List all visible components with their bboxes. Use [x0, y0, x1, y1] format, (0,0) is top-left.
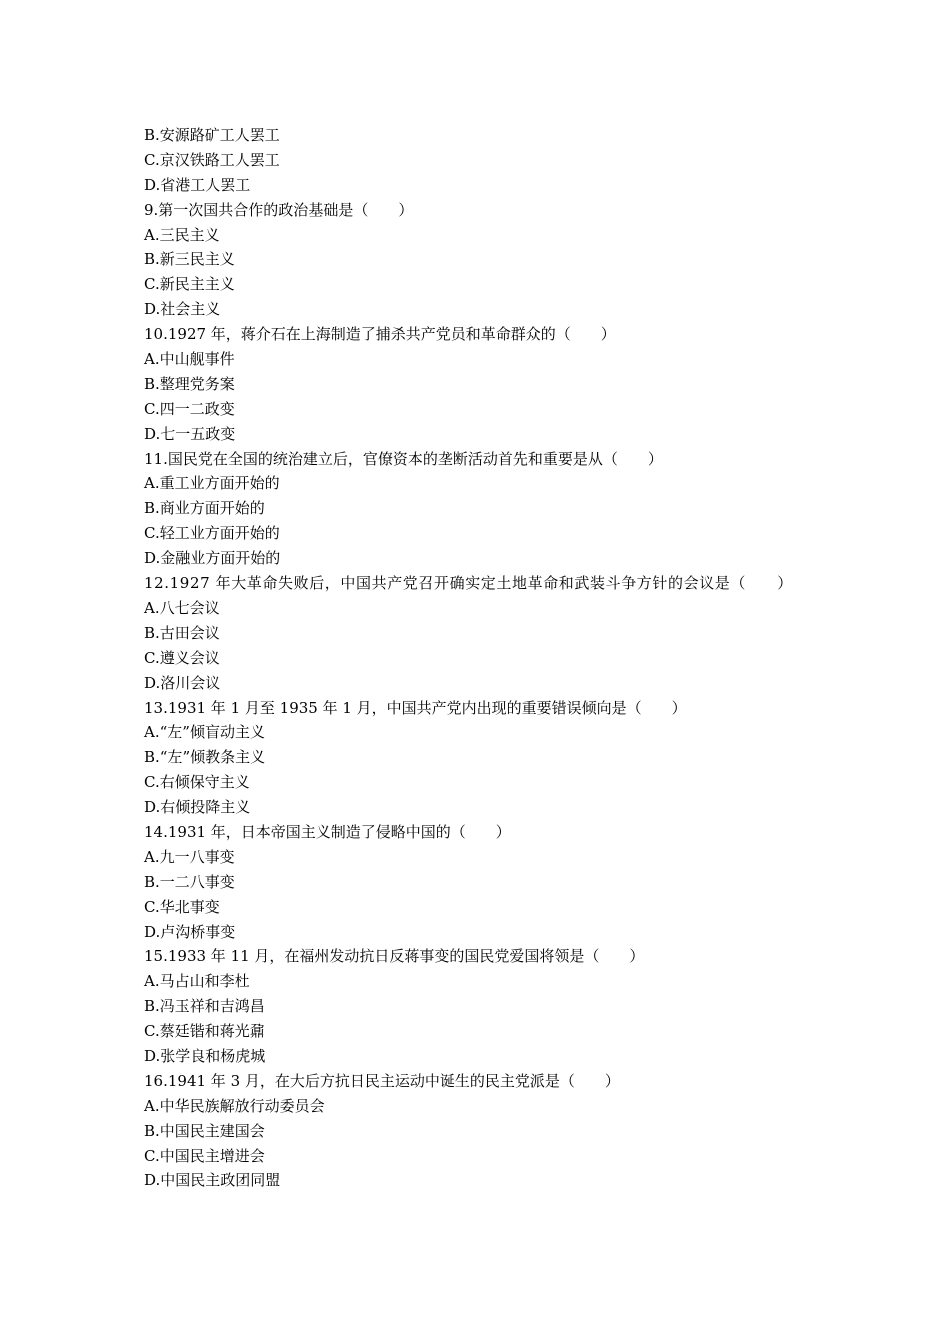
document-body [144, 123, 814, 1193]
option-line: C.四一二政变 [144, 399, 235, 418]
question-line: 11.国民党在全国的统治建立后，官僚资本的垄断活动首先和重要是从（ ） [144, 449, 663, 468]
option-line: A.三民主义 [144, 225, 220, 244]
option-line: C.中国民主增进会 [144, 1146, 265, 1165]
option-line: B.整理党务案 [144, 374, 235, 393]
option-line: D.右倾投降主义 [144, 798, 251, 817]
option-line: C.新民主主义 [144, 275, 235, 294]
question-line: 14.1931 年，日本帝国主义制造了侵略中国的（ ） [144, 822, 511, 841]
question-line: 13.1931 年 1 月至 1935 年 1 月，中国共产党内出现的重要错误倾向是（ ） [144, 698, 687, 717]
question-line: 10.1927 年，蒋介石在上海制造了捕杀共产党员和革命群众的（ ） [144, 325, 616, 344]
option-line: D.七一五政变 [144, 424, 236, 443]
option-line: B.安源路矿工人罢工 [144, 126, 280, 144]
option-line: A.八七会议 [144, 598, 220, 617]
option-line: B.中国民主建国会 [144, 1121, 265, 1140]
option-line: A.中山舰事件 [144, 350, 235, 369]
option-line: C.右倾保守主义 [144, 773, 250, 792]
question-line: 16.1941 年 3 月，在大后方抗日民主运动中诞生的民主党派是（ ） [144, 1071, 620, 1090]
option-line: B.冯玉祥和吉鸿昌 [144, 997, 265, 1016]
option-line: C.轻工业方面开始的 [144, 524, 280, 543]
option-line: B.古田会议 [144, 623, 220, 642]
option-line: D.社会主义 [144, 300, 221, 319]
option-line: C.华北事变 [144, 897, 220, 916]
option-line: C.京汉铁路工人罢工 [144, 150, 280, 169]
option-line: B.新三民主义 [144, 250, 235, 269]
option-line: D.洛川会议 [144, 673, 221, 692]
option-line: B.商业方面开始的 [144, 499, 265, 518]
option-line: A.“左”倾盲动主义 [144, 723, 265, 742]
option-line: A.重工业方面开始的 [144, 474, 280, 493]
question-line: 9.第一次国共合作的政治基础是（ ） [144, 200, 414, 219]
option-line: A.中华民族解放行动委员会 [144, 1096, 325, 1115]
option-line: D.卢沟桥事变 [144, 922, 236, 941]
option-line: C.蔡廷锴和蒋光鼐 [144, 1022, 265, 1041]
question-line: 12.1927 年大革命失败后，中国共产党召开确实定土地革命和武装斗争方针的会议是（ ） [144, 574, 793, 593]
option-line: A.九一八事变 [144, 847, 235, 866]
option-line: D.张学良和杨虎城 [144, 1046, 266, 1065]
question-line: 15.1933 年 11 月，在福州发动抗日反蒋事变的国民党爱国将领是（ ） [144, 947, 645, 966]
option-line: A.马占山和李杜 [144, 972, 250, 991]
option-line: B.“左”倾教条主义 [144, 748, 266, 767]
option-line: D.金融业方面开始的 [144, 549, 281, 568]
option-line: C.遵义会议 [144, 648, 220, 667]
option-line: B.一二八事变 [144, 872, 235, 891]
option-line: D.省港工人罢工 [144, 175, 251, 194]
option-line: D.中国民主政团同盟 [144, 1171, 281, 1190]
